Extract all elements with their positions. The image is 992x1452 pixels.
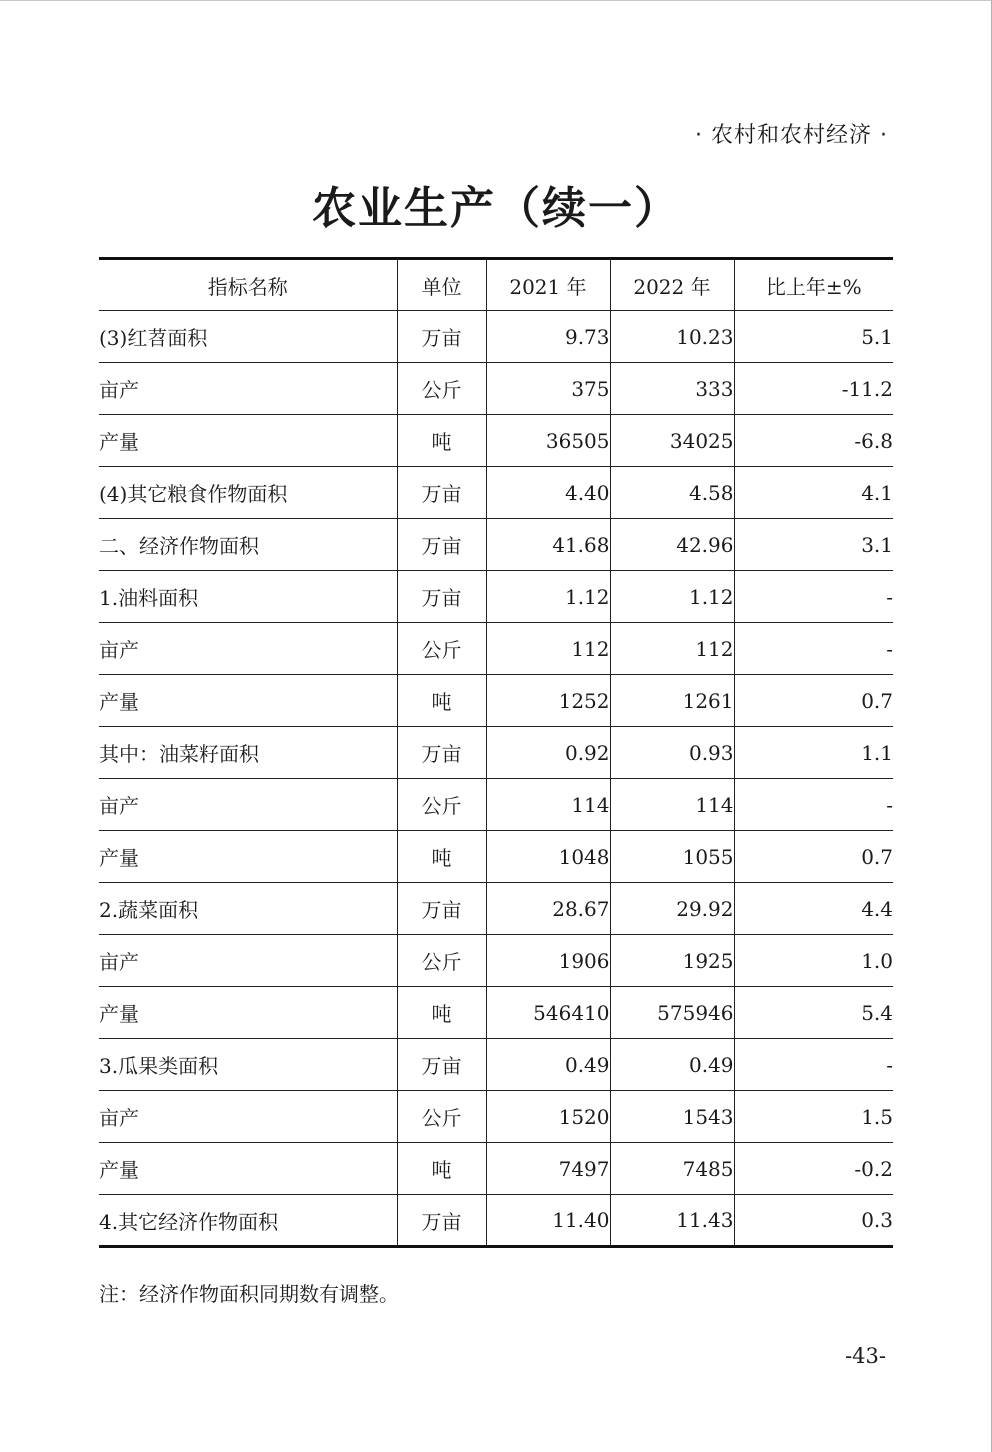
row-name: 其中：油菜籽面积 <box>99 727 397 779</box>
row-unit: 吨 <box>397 831 486 883</box>
row-name: 产量 <box>99 987 397 1039</box>
row-value-2021: 0.49 <box>486 1039 610 1091</box>
row-name: 亩产 <box>99 779 397 831</box>
row-value-2022: 34025 <box>610 415 734 467</box>
table-row <box>99 883 893 935</box>
row-change: -11.2 <box>734 363 893 415</box>
header-unit: 单位 <box>397 259 486 311</box>
table-row <box>99 311 893 363</box>
row-value-2022: 42.96 <box>610 519 734 571</box>
row-name: 2.蔬菜面积 <box>99 883 397 935</box>
row-value-2022: 29.92 <box>610 883 734 935</box>
row-change: 4.1 <box>734 467 893 519</box>
table-row <box>99 571 893 623</box>
table-row <box>99 987 893 1039</box>
row-change: 5.4 <box>734 987 893 1039</box>
row-value-2022: 1543 <box>610 1091 734 1143</box>
table-row <box>99 1195 893 1247</box>
row-name: 亩产 <box>99 1091 397 1143</box>
table-row <box>99 1039 893 1091</box>
row-unit: 万亩 <box>397 311 486 363</box>
page-number: -43- <box>845 1344 886 1368</box>
section-header: · 农村和农村经济 · <box>695 123 888 148</box>
row-unit: 万亩 <box>397 1195 486 1247</box>
row-unit: 吨 <box>397 415 486 467</box>
row-value-2021: 1.12 <box>486 571 610 623</box>
row-value-2022: 1925 <box>610 935 734 987</box>
row-change: 4.4 <box>734 883 893 935</box>
row-name: 亩产 <box>99 623 397 675</box>
row-value-2021: 11.40 <box>486 1195 610 1247</box>
row-name: 1.油料面积 <box>99 571 397 623</box>
row-unit: 万亩 <box>397 883 486 935</box>
row-value-2021: 7497 <box>486 1143 610 1195</box>
row-change: -0.2 <box>734 1143 893 1195</box>
row-value-2022: 1055 <box>610 831 734 883</box>
table-row <box>99 415 893 467</box>
row-value-2021: 112 <box>486 623 610 675</box>
top-border-line <box>0 0 992 1</box>
row-value-2022: 10.23 <box>610 311 734 363</box>
table-row <box>99 519 893 571</box>
row-value-2022: 1261 <box>610 675 734 727</box>
row-unit: 公斤 <box>397 363 486 415</box>
row-name: 亩产 <box>99 935 397 987</box>
row-unit: 万亩 <box>397 571 486 623</box>
row-change: 0.7 <box>734 831 893 883</box>
table-row <box>99 623 893 675</box>
row-value-2022: 4.58 <box>610 467 734 519</box>
row-change: - <box>734 623 893 675</box>
row-value-2022: 11.43 <box>610 1195 734 1247</box>
row-value-2022: 0.93 <box>610 727 734 779</box>
row-change: 1.1 <box>734 727 893 779</box>
table-header-row <box>99 259 893 311</box>
header-year-2022: 2022 年 <box>610 259 734 311</box>
row-change: - <box>734 571 893 623</box>
table-row <box>99 1143 893 1195</box>
agriculture-production-table <box>99 257 893 1248</box>
row-name: 产量 <box>99 675 397 727</box>
row-value-2021: 1252 <box>486 675 610 727</box>
row-change: 1.5 <box>734 1091 893 1143</box>
table-row <box>99 363 893 415</box>
row-name: 二、经济作物面积 <box>99 519 397 571</box>
row-name: 产量 <box>99 1143 397 1195</box>
table-row <box>99 675 893 727</box>
row-value-2021: 9.73 <box>486 311 610 363</box>
row-change: 0.7 <box>734 675 893 727</box>
row-value-2021: 546410 <box>486 987 610 1039</box>
row-value-2021: 0.92 <box>486 727 610 779</box>
row-value-2021: 1906 <box>486 935 610 987</box>
row-unit: 公斤 <box>397 623 486 675</box>
table-row <box>99 831 893 883</box>
row-value-2021: 114 <box>486 779 610 831</box>
row-change: 0.3 <box>734 1195 893 1247</box>
row-value-2021: 4.40 <box>486 467 610 519</box>
row-value-2022: 7485 <box>610 1143 734 1195</box>
row-name: 产量 <box>99 415 397 467</box>
table-row <box>99 727 893 779</box>
row-name: (4)其它粮食作物面积 <box>99 467 397 519</box>
row-value-2022: 0.49 <box>610 1039 734 1091</box>
row-change: 3.1 <box>734 519 893 571</box>
row-value-2021: 41.68 <box>486 519 610 571</box>
header-indicator-name: 指标名称 <box>99 259 397 311</box>
row-unit: 公斤 <box>397 935 486 987</box>
row-unit: 吨 <box>397 675 486 727</box>
row-change: -6.8 <box>734 415 893 467</box>
row-unit: 公斤 <box>397 779 486 831</box>
row-change: - <box>734 779 893 831</box>
row-value-2022: 575946 <box>610 987 734 1039</box>
row-value-2022: 112 <box>610 623 734 675</box>
row-unit: 万亩 <box>397 1039 486 1091</box>
row-name: 3.瓜果类面积 <box>99 1039 397 1091</box>
row-name: 亩产 <box>99 363 397 415</box>
row-change: 5.1 <box>734 311 893 363</box>
row-name: 4.其它经济作物面积 <box>99 1195 397 1247</box>
header-year-2021: 2021 年 <box>486 259 610 311</box>
row-value-2022: 1.12 <box>610 571 734 623</box>
row-value-2021: 1048 <box>486 831 610 883</box>
table-row <box>99 467 893 519</box>
row-change: 1.0 <box>734 935 893 987</box>
row-value-2022: 114 <box>610 779 734 831</box>
row-name: (3)红苕面积 <box>99 311 397 363</box>
row-change: - <box>734 1039 893 1091</box>
row-value-2021: 36505 <box>486 415 610 467</box>
row-unit: 万亩 <box>397 727 486 779</box>
row-unit: 吨 <box>397 1143 486 1195</box>
table-note: 注：经济作物面积同期数有调整。 <box>99 1282 399 1306</box>
row-value-2021: 1520 <box>486 1091 610 1143</box>
table-row <box>99 779 893 831</box>
row-value-2021: 28.67 <box>486 883 610 935</box>
row-unit: 万亩 <box>397 467 486 519</box>
header-change-percent: 比上年±% <box>734 259 893 311</box>
row-unit: 吨 <box>397 987 486 1039</box>
page-title: 农业生产（续一） <box>312 183 680 234</box>
row-unit: 公斤 <box>397 1091 486 1143</box>
row-value-2022: 333 <box>610 363 734 415</box>
row-value-2021: 375 <box>486 363 610 415</box>
table-row <box>99 935 893 987</box>
row-name: 产量 <box>99 831 397 883</box>
table-row <box>99 1091 893 1143</box>
row-unit: 万亩 <box>397 519 486 571</box>
